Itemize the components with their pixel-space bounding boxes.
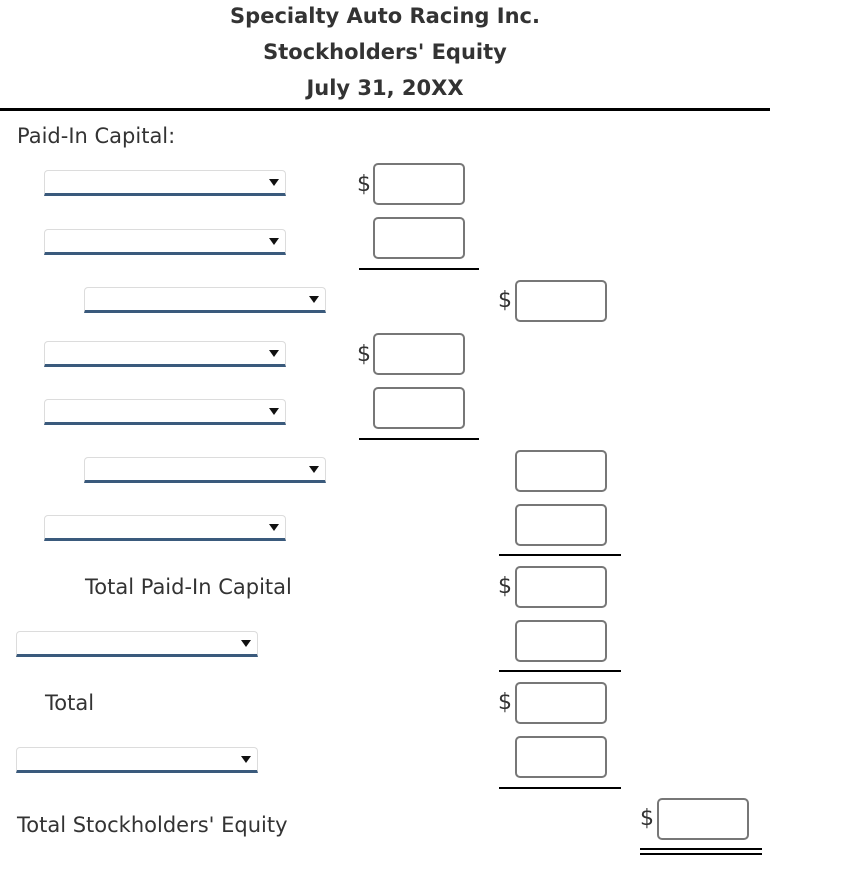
chevron-down-icon: [269, 350, 279, 357]
amount-input[interactable]: [515, 504, 607, 546]
chevron-down-icon: [241, 640, 251, 647]
dollar-sign: $: [498, 574, 512, 599]
statement-title: Stockholders' Equity: [263, 40, 507, 64]
paid-in-capital-label: Paid-In Capital:: [17, 124, 176, 148]
chevron-down-icon: [269, 408, 279, 415]
amount-input[interactable]: [515, 620, 607, 662]
total-label: Total: [45, 691, 95, 715]
company-name: Specialty Auto Racing Inc.: [230, 4, 540, 28]
amount-input[interactable]: [373, 387, 465, 429]
total-stockholders-equity-label: Total Stockholders' Equity: [17, 813, 288, 837]
account-dropdown[interactable]: [44, 170, 286, 196]
subtotal-rule: [499, 670, 621, 672]
amount-input[interactable]: [515, 736, 607, 778]
total-paid-in-capital-label: Total Paid-In Capital: [85, 575, 292, 599]
dollar-sign: $: [357, 342, 371, 367]
dollar-sign: $: [640, 806, 654, 831]
statement-date: July 31, 20XX: [306, 76, 464, 100]
account-dropdown[interactable]: [84, 457, 326, 483]
account-dropdown[interactable]: [44, 229, 286, 255]
chevron-down-icon: [269, 524, 279, 531]
chevron-down-icon: [309, 466, 319, 473]
subtotal-rule: [359, 438, 479, 440]
account-dropdown[interactable]: [44, 399, 286, 425]
amount-input[interactable]: [373, 217, 465, 259]
double-underline-top: [640, 848, 762, 850]
amount-input[interactable]: [515, 566, 607, 608]
subtotal-rule: [499, 787, 621, 789]
chevron-down-icon: [309, 296, 319, 303]
double-underline-bottom: [640, 853, 762, 855]
chevron-down-icon: [241, 756, 251, 763]
account-dropdown[interactable]: [84, 287, 326, 313]
dollar-sign: $: [357, 172, 371, 197]
account-dropdown[interactable]: [44, 341, 286, 367]
total-equity-input[interactable]: [657, 798, 749, 840]
amount-input[interactable]: [515, 682, 607, 724]
chevron-down-icon: [269, 179, 279, 186]
subtotal-rule: [359, 268, 479, 270]
amount-input[interactable]: [515, 280, 607, 322]
header-divider: [0, 108, 770, 111]
subtotal-rule: [499, 554, 621, 556]
chevron-down-icon: [269, 238, 279, 245]
dollar-sign: $: [498, 288, 512, 313]
account-dropdown[interactable]: [16, 631, 258, 657]
amount-input[interactable]: [373, 163, 465, 205]
amount-input[interactable]: [515, 450, 607, 492]
account-dropdown[interactable]: [16, 747, 258, 773]
dollar-sign: $: [498, 690, 512, 715]
account-dropdown[interactable]: [44, 515, 286, 541]
amount-input[interactable]: [373, 333, 465, 375]
